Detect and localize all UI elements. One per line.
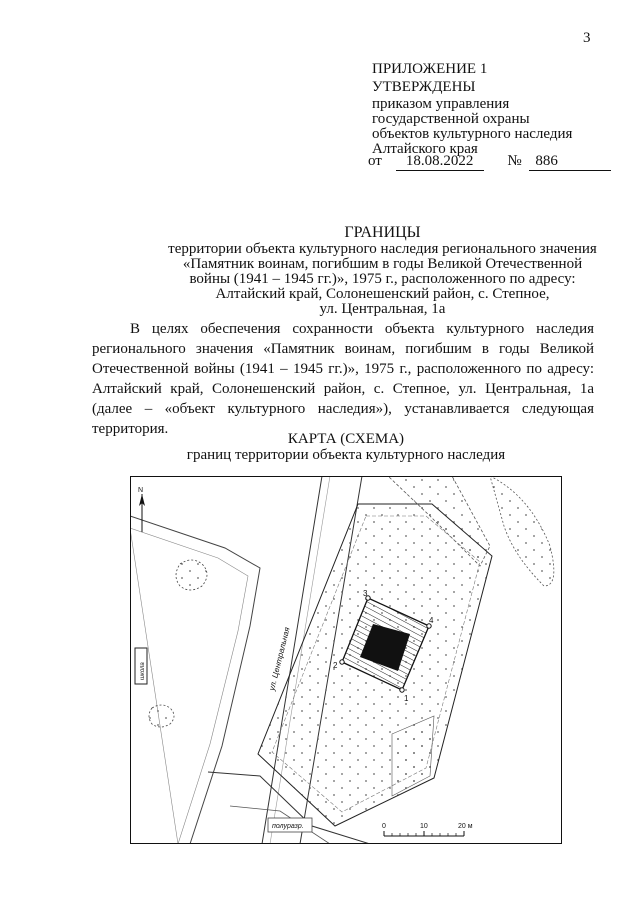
document-title — [100, 225, 640, 317]
scale-label-mid: 10 — [420, 823, 428, 830]
approval-block — [372, 80, 572, 157]
point-label-1: 1 — [404, 694, 409, 703]
scale-label-zero: 0 — [382, 823, 386, 830]
approval-line: приказом управления — [372, 96, 510, 112]
road-label: полуразр. — [272, 823, 304, 830]
title-line: войны (1941 – 1945 гг.)», 1975 г., расположенного по адресу: — [189, 271, 576, 287]
title-line: «Памятник воинам, погибшим в годы Великой Отечественной — [182, 256, 583, 272]
side-label: школа — [140, 662, 146, 680]
title-heading: ГРАНИЦЫ — [344, 224, 421, 241]
street-label: ул. Центральная — [267, 626, 292, 692]
scale-label-end: 20 м — [458, 823, 473, 830]
appendix-label: ПРИЛОЖЕНИЕ 1 — [372, 61, 488, 77]
point-label-2: 2 — [333, 661, 338, 670]
title-line: ул. Центральная, 1а — [319, 301, 446, 317]
map-subheading: границ территории объекта культурного наследия — [186, 447, 506, 463]
date-prefix: от — [368, 153, 382, 169]
number-prefix: № — [507, 153, 522, 169]
body-paragraph: В целях обеспечения сохранности объекта культурного наследия регионального значения «Памятник воинам, погибшим в годы Великой Отечественной войны (1941 – 1945 гг.)», 1975 г., расположенного по адресу: Алтайский край, Солонешенский район, с. Степное, ул. Центральная, 1а (далее – «объект культурного наследия»), устанавливается следующая территория. — [92, 321, 594, 437]
point-label-4: 4 — [429, 616, 434, 625]
title-line: Алтайский край, Солонешенский район, с. Степное, — [215, 286, 550, 302]
map-title — [130, 431, 562, 463]
title-line: территории объекта культурного наследия регионального значения — [168, 241, 597, 257]
tree-outline — [149, 705, 174, 727]
approval-line: объектов культурного наследия — [372, 126, 573, 142]
approval-line: Алтайского края — [372, 141, 478, 157]
page-number: 3 — [583, 30, 591, 46]
north-arrow — [138, 487, 145, 532]
north-label: N — [138, 487, 144, 494]
approval-line: государственной охраны — [372, 111, 530, 127]
boundary-map — [130, 476, 562, 844]
order-number: 886 — [529, 153, 611, 171]
tree-outline — [490, 476, 554, 586]
order-date-number — [368, 153, 611, 171]
map-heading: КАРТА (СХЕМА) — [287, 431, 405, 447]
approval-heading: УТВЕРЖДЕНЫ — [372, 79, 476, 95]
order-date: 18.08.2022 — [396, 153, 484, 171]
scale-bar — [382, 823, 473, 836]
tree-outline — [176, 560, 207, 590]
point-label-3: 3 — [363, 589, 368, 598]
